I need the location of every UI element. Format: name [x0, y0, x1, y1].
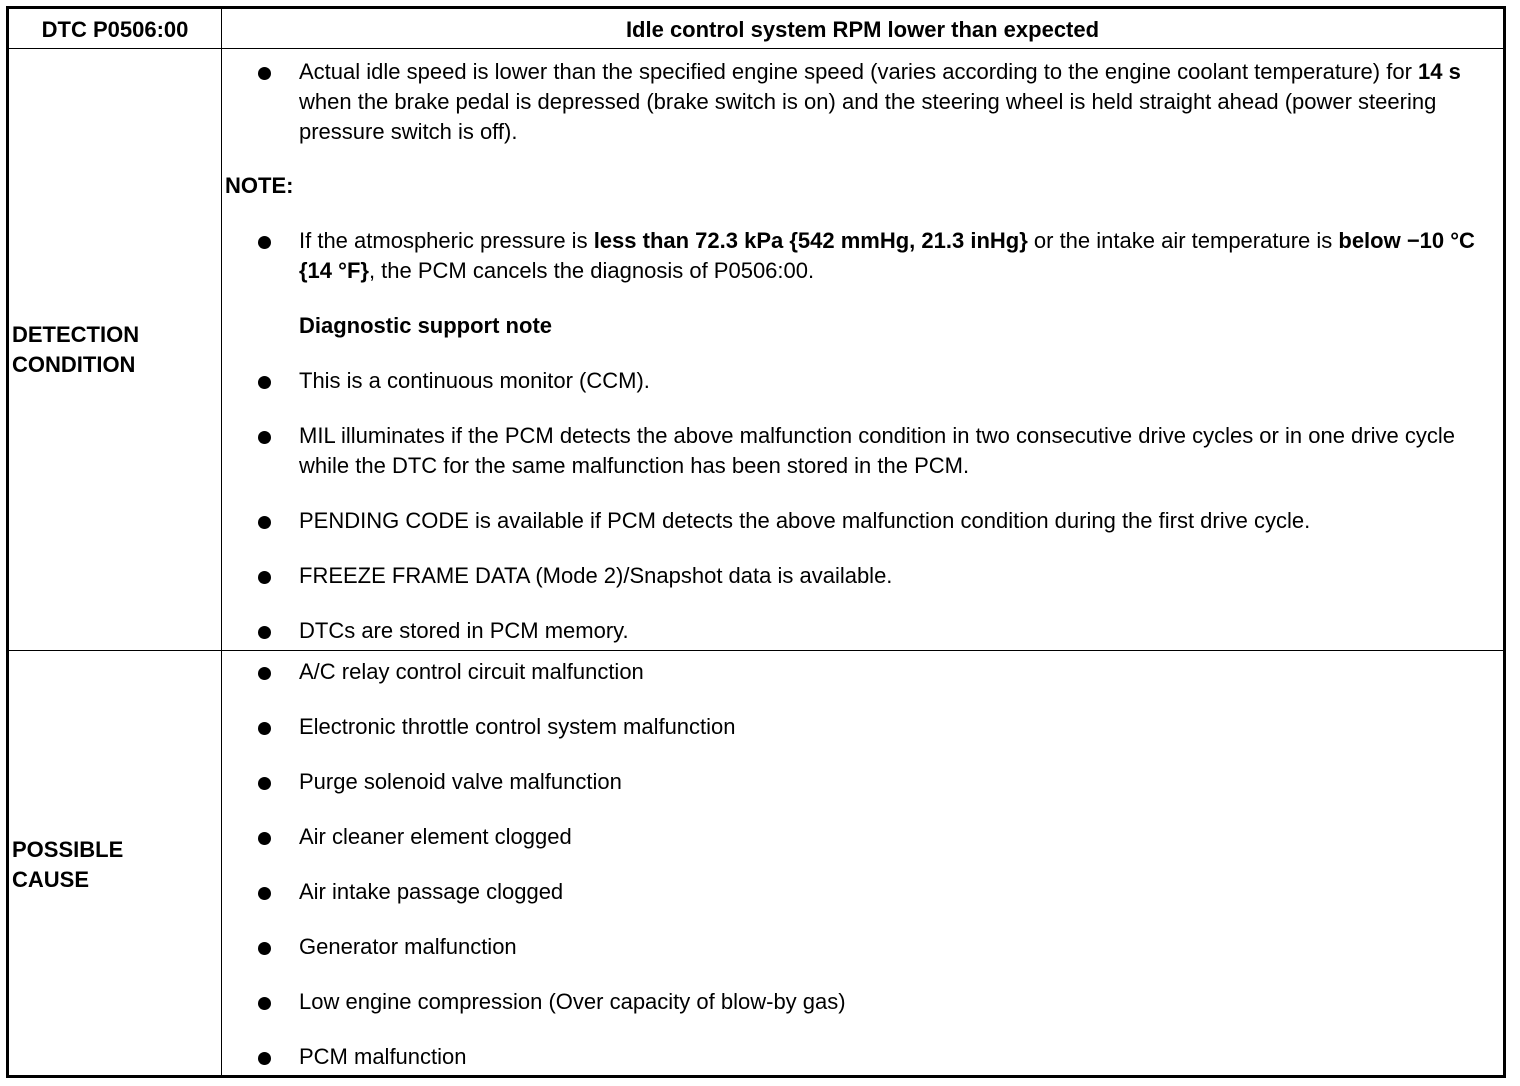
- dtc-code: DTC P0506:00: [41, 17, 189, 42]
- bullet-icon: [258, 516, 271, 529]
- note-item: If the atmospheric pressure is less than 72.3 kPa {542 mmHg, 21.3 inHg} or the intake air temperature is below −10 °C {14 °F}, the PCM cancels the diagnosis of P0506:00.: [299, 228, 1475, 283]
- bullet-icon: [258, 667, 271, 680]
- bullet-icon: [258, 67, 271, 80]
- cause-item: PCM malfunction: [299, 1044, 467, 1069]
- support-heading: Diagnostic support note: [299, 313, 552, 338]
- bullet-icon: [258, 626, 271, 639]
- support-item: MIL illuminates if the PCM detects the above malfunction condition in two consecutive drive cycles or in one drive cycle while the DTC for the same malfunction has been stored in the PCM.: [299, 423, 1455, 478]
- bullet-icon: [258, 942, 271, 955]
- detection-label: DETECTION CONDITION: [12, 322, 140, 377]
- header-divider: [9, 48, 1503, 49]
- bullet-icon: [258, 832, 271, 845]
- possible-cause-label: POSSIBLE CAUSE: [12, 837, 124, 892]
- dtc-table: [6, 6, 1506, 1078]
- bullet-icon: [258, 236, 271, 249]
- support-item: FREEZE FRAME DATA (Mode 2)/Snapshot data is available.: [299, 563, 893, 588]
- cause-item: A/C relay control circuit malfunction: [299, 659, 644, 684]
- cause-item: Air intake passage clogged: [299, 879, 564, 904]
- bullet-icon: [258, 431, 271, 444]
- support-item: PENDING CODE is available if PCM detects the above malfunction condition during the first drive cycle.: [299, 508, 1311, 533]
- cause-item: Electronic throttle control system malfunction: [299, 714, 736, 739]
- bullet-icon: [258, 997, 271, 1010]
- column-divider: [221, 9, 222, 1075]
- cause-item: Purge solenoid valve malfunction: [299, 769, 622, 794]
- bullet-icon: [258, 376, 271, 389]
- bullet-icon: [258, 777, 271, 790]
- cause-item: Air cleaner element clogged: [299, 824, 572, 849]
- support-item: This is a continuous monitor (CCM).: [299, 368, 650, 393]
- dtc-title: Idle control system RPM lower than expected: [625, 17, 1100, 42]
- bullet-icon: [258, 1052, 271, 1065]
- support-item: DTCs are stored in PCM memory.: [299, 618, 629, 643]
- bullet-icon: [258, 571, 271, 584]
- cause-item: Generator malfunction: [299, 934, 517, 959]
- bullet-icon: [258, 887, 271, 900]
- detection-item: Actual idle speed is lower than the specified engine speed (varies according to the engine coolant temperature) for 14 s when the brake pedal is depressed (brake switch is on) and the steering wheel is held straight ahead (power steering pressure switch is off).: [299, 59, 1461, 144]
- cause-item: Low engine compression (Over capacity of blow-by gas): [299, 989, 846, 1014]
- note-label: NOTE:: [225, 173, 294, 198]
- section-divider: [9, 650, 1503, 651]
- bullet-icon: [258, 722, 271, 735]
